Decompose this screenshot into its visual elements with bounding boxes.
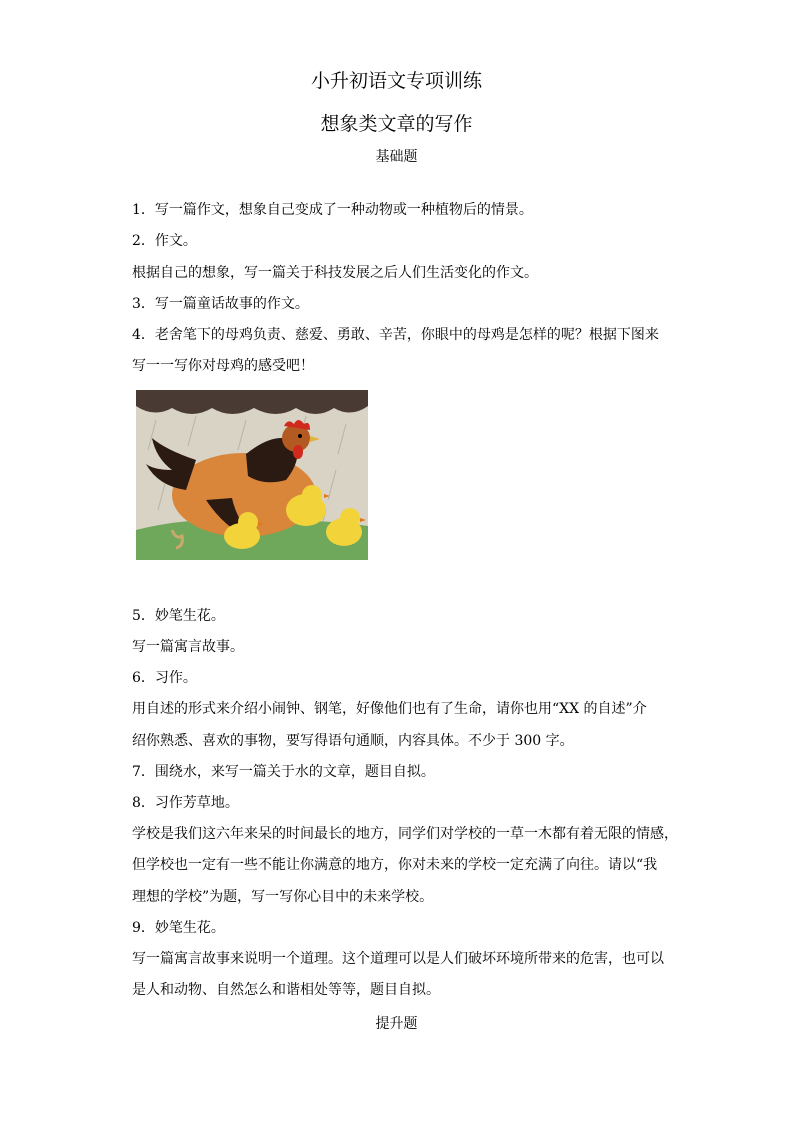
question-6: 6．习作。 — [132, 670, 197, 686]
question-8-body-line-2: 但学校也一定有一些不能让你满意的地方，你对未来的学校一定充满了向往。请以“我 — [132, 857, 658, 873]
question-2-body: 根据自己的想象，写一篇关于科技发展之后人们生活变化的作文。 — [132, 265, 538, 281]
question-8-body-line-3: 理想的学校”为题，写一写你心目中的未来学校。 — [132, 889, 434, 905]
document-subtitle: 想象类文章的写作 — [320, 113, 473, 135]
question-9-body-line-2: 是人和动物、自然怎么和谐相处等等，题目自拟。 — [132, 982, 440, 998]
question-4-line-1: 4．老舍笔下的母鸡负责、慈爱、勇敢、辛苦，你眼中的母鸡是怎样的呢？根据下图来 — [132, 327, 659, 343]
question-6-body-line-2: 绍你熟悉、喜欢的事物，要写得语句通顺，内容具体。不少于 300 字。 — [132, 733, 574, 749]
section-heading-basic: 基础题 — [375, 149, 418, 165]
question-6-body-line-1: 用自述的形式来介绍小闹钟、钢笔，好像他们也有了生命，请你也用“XX 的自述”介 — [132, 701, 647, 717]
question-4-line-2: 写一一写你对母鸡的感受吧！ — [132, 358, 314, 374]
question-9-body-line-1: 写一篇寓言故事来说明一个道理。这个道理可以是人们破坏环境所带来的危害，也可以 — [132, 951, 664, 967]
document-title: 小升初语文专项训练 — [310, 70, 482, 92]
question-5-body: 写一篇寓言故事。 — [132, 639, 244, 655]
question-5: 5．妙笔生花。 — [132, 608, 225, 624]
question-9: 9．妙笔生花。 — [132, 920, 225, 936]
question-8-body-line-1: 学校是我们这六年来呆的时间最长的地方，同学们对学校的一草一木都有着无限的情感， — [132, 826, 678, 842]
question-7: 7．围绕水，来写一篇关于水的文章，题目自拟。 — [132, 764, 435, 780]
question-2: 2．作文。 — [132, 233, 197, 249]
question-8: 8．习作芳草地。 — [132, 795, 239, 811]
section-heading-advanced: 提升题 — [375, 1016, 418, 1032]
question-3: 3．写一篇童话故事的作文。 — [132, 296, 309, 312]
hen-and-chicks-illustration — [136, 390, 368, 560]
question-1: 1．写一篇作文，想象自己变成了一种动物或一种植物后的情景。 — [132, 202, 533, 218]
